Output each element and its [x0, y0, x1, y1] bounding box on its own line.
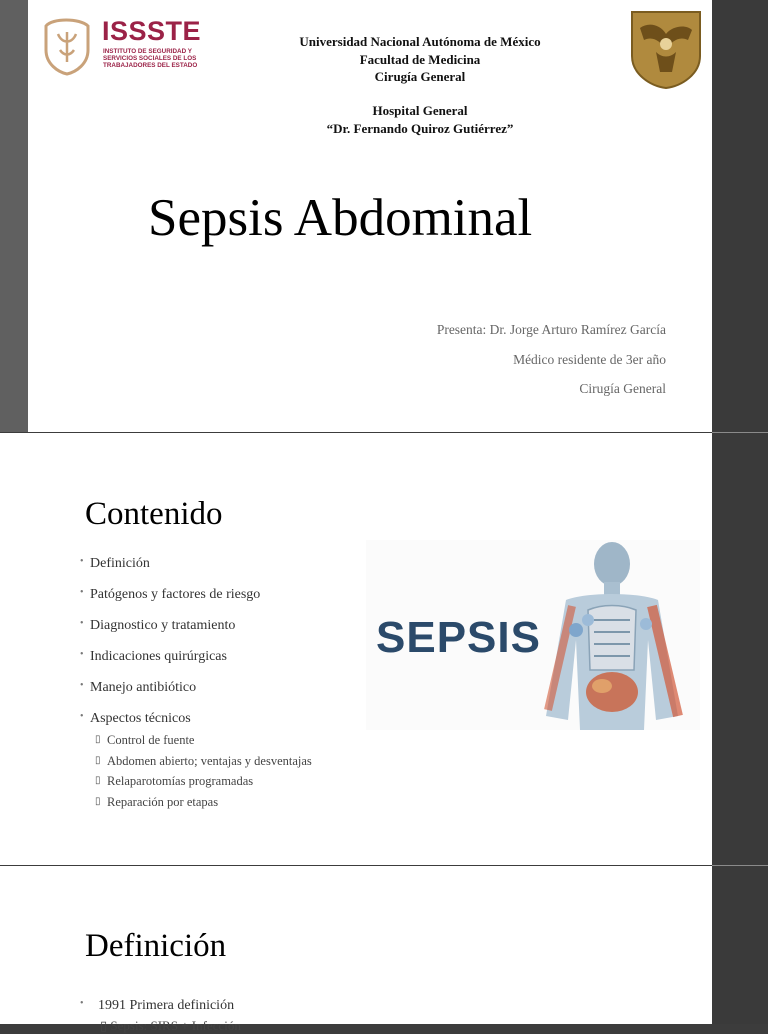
bullet-icon: •: [80, 711, 84, 722]
list-item-label: Manejo antibiótico: [90, 680, 197, 695]
list-item: [80, 556, 260, 587]
sublist-item: [95, 774, 312, 795]
definition-subitem: [100, 1018, 241, 1034]
rail-divider: [712, 865, 768, 866]
hospital-header: [228, 102, 612, 137]
right-rail: [712, 0, 768, 1024]
bullet-icon: •: [80, 618, 84, 629]
list-item-label: Definición: [90, 556, 150, 571]
box-bullet-icon: ▯: [95, 795, 101, 807]
issste-name: ISSSTE: [102, 16, 202, 46]
list-item-label: 1991 Primera definición: [98, 998, 235, 1013]
rail-divider: [712, 432, 768, 433]
bullet-icon: •: [80, 556, 84, 567]
header-line: Facultad de Medicina: [359, 51, 481, 67]
bullet-icon: •: [80, 680, 84, 691]
bullet-icon: •: [80, 587, 84, 598]
box-bullet-icon: ▯: [95, 754, 101, 766]
list-item: [80, 680, 260, 711]
bullet-icon: •: [80, 649, 84, 660]
hospital-line: “Dr. Fernando Quiroz Gutiérrez”: [326, 120, 514, 136]
list-item-label: Patógenos y factores de riesgo: [90, 587, 261, 602]
left-rail: [0, 0, 28, 432]
sublist-item-label: Abdomen abierto; ventajas y desventajas: [107, 753, 312, 768]
presenter-line: Cirugía General: [579, 381, 666, 396]
list-item-label: Diagnostico y tratamiento: [90, 618, 236, 633]
sublist-item-label: Control de fuente: [107, 733, 195, 747]
slide-title: [28, 0, 712, 432]
sublist-item: [95, 754, 312, 775]
university-header: [228, 33, 612, 86]
header-line: Cirugía General: [374, 69, 466, 84]
box-bullet-icon: ▯: [95, 734, 101, 745]
list-item: [80, 998, 234, 1018]
list-item: [80, 618, 260, 649]
contents-heading: Contenido: [85, 496, 223, 532]
hospital-line: Hospital General: [372, 103, 468, 118]
presenter-line: Médico residente de 3er año: [513, 352, 666, 367]
issste-subtitle: INSTITUTO DE SEGURIDAD Y SERVICIOS SOCIALES DE LOS TRABAJADORES DEL ESTADO: [103, 48, 198, 69]
definition-heading: Definición: [85, 928, 227, 964]
sepsis-illustration-icon: [366, 540, 700, 730]
definition-list: [80, 998, 234, 1018]
definition-subitem-label: Sepsis: SIRS + Infección: [110, 1018, 241, 1033]
list-item-label: Aspectos técnicos: [90, 711, 191, 726]
list-item: [80, 587, 260, 618]
list-item: [80, 649, 260, 680]
header-line: Universidad Nacional Autónoma de México: [299, 34, 541, 49]
unam-seal-icon: [626, 6, 706, 90]
box-bullet-icon: ▯: [100, 1018, 111, 1033]
sublist-item: [95, 795, 312, 816]
sepsis-figure-word: SEPSIS: [376, 613, 541, 662]
contents-list: [80, 556, 260, 742]
sublist-item-label: Reparación por etapas: [107, 794, 219, 809]
list-item-label: Indicaciones quirúrgicas: [90, 649, 227, 664]
sublist-item-label: Relaparotomías programadas: [107, 774, 254, 789]
presentation-title: Sepsis Abdominal: [148, 189, 533, 247]
box-bullet-icon: ▯: [95, 775, 101, 787]
bullet-icon: •: [80, 998, 84, 1009]
sublist-item: [95, 733, 312, 754]
contents-sublist: [95, 733, 312, 815]
presenter-line: Presenta: Dr. Jorge Arturo Ramírez García: [436, 322, 666, 337]
